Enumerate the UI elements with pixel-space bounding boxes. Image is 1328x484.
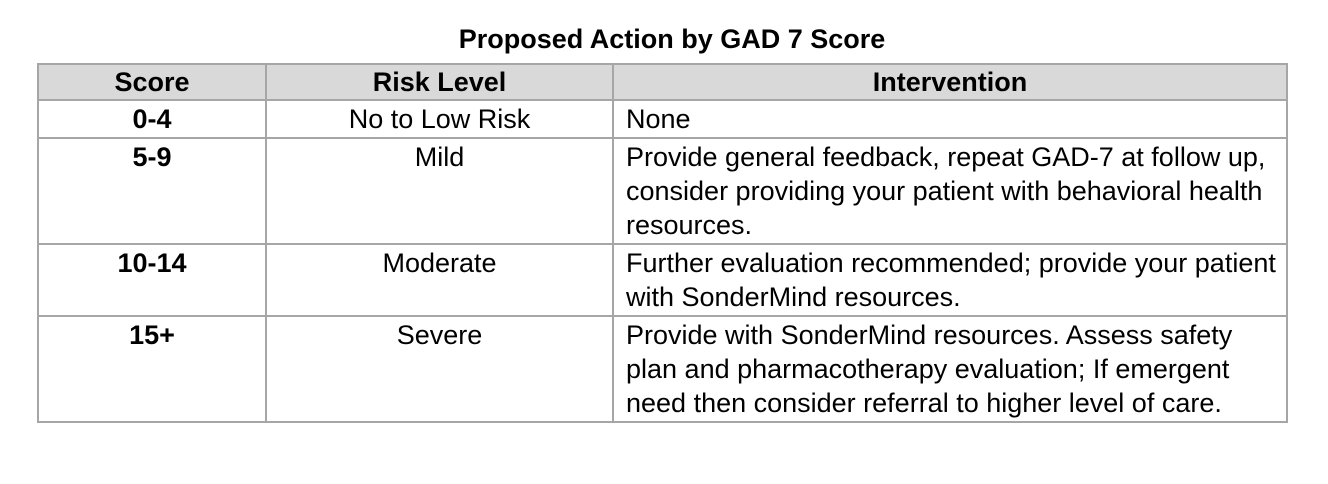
intervention-cell: Provide general feedback, repeat GAD-7 at follow up, consider providing your patient with behavioral health resources. — [613, 138, 1287, 244]
column-header-score: Score — [38, 64, 266, 100]
table-row — [38, 244, 1287, 316]
score-cell: 0-4 — [38, 100, 266, 138]
score-cell: 15+ — [38, 316, 266, 422]
score-cell: 10-14 — [38, 244, 266, 316]
table-header-row — [38, 64, 1287, 100]
intervention-cell: Provide with SonderMind resources. Assess safety plan and pharmacotherapy evaluation; If emergent need then consider referral to higher level of care. — [613, 316, 1287, 422]
risk-level-cell: Moderate — [266, 244, 613, 316]
risk-level-cell: Severe — [266, 316, 613, 422]
column-header-risk-level: Risk Level — [266, 64, 613, 100]
table-row — [38, 100, 1287, 138]
table-title: Proposed Action by GAD 7 Score — [458, 24, 886, 54]
risk-level-cell: Mild — [266, 138, 613, 244]
intervention-cell: None — [613, 100, 1287, 138]
risk-level-cell: No to Low Risk — [266, 100, 613, 138]
score-cell: 5-9 — [38, 138, 266, 244]
intervention-cell: Further evaluation recommended; provide your patient with SonderMind resources. — [613, 244, 1287, 316]
column-header-intervention: Intervention — [613, 64, 1287, 100]
table-row — [38, 138, 1287, 244]
gad7-action-table — [37, 63, 1288, 423]
table-row — [38, 316, 1287, 422]
